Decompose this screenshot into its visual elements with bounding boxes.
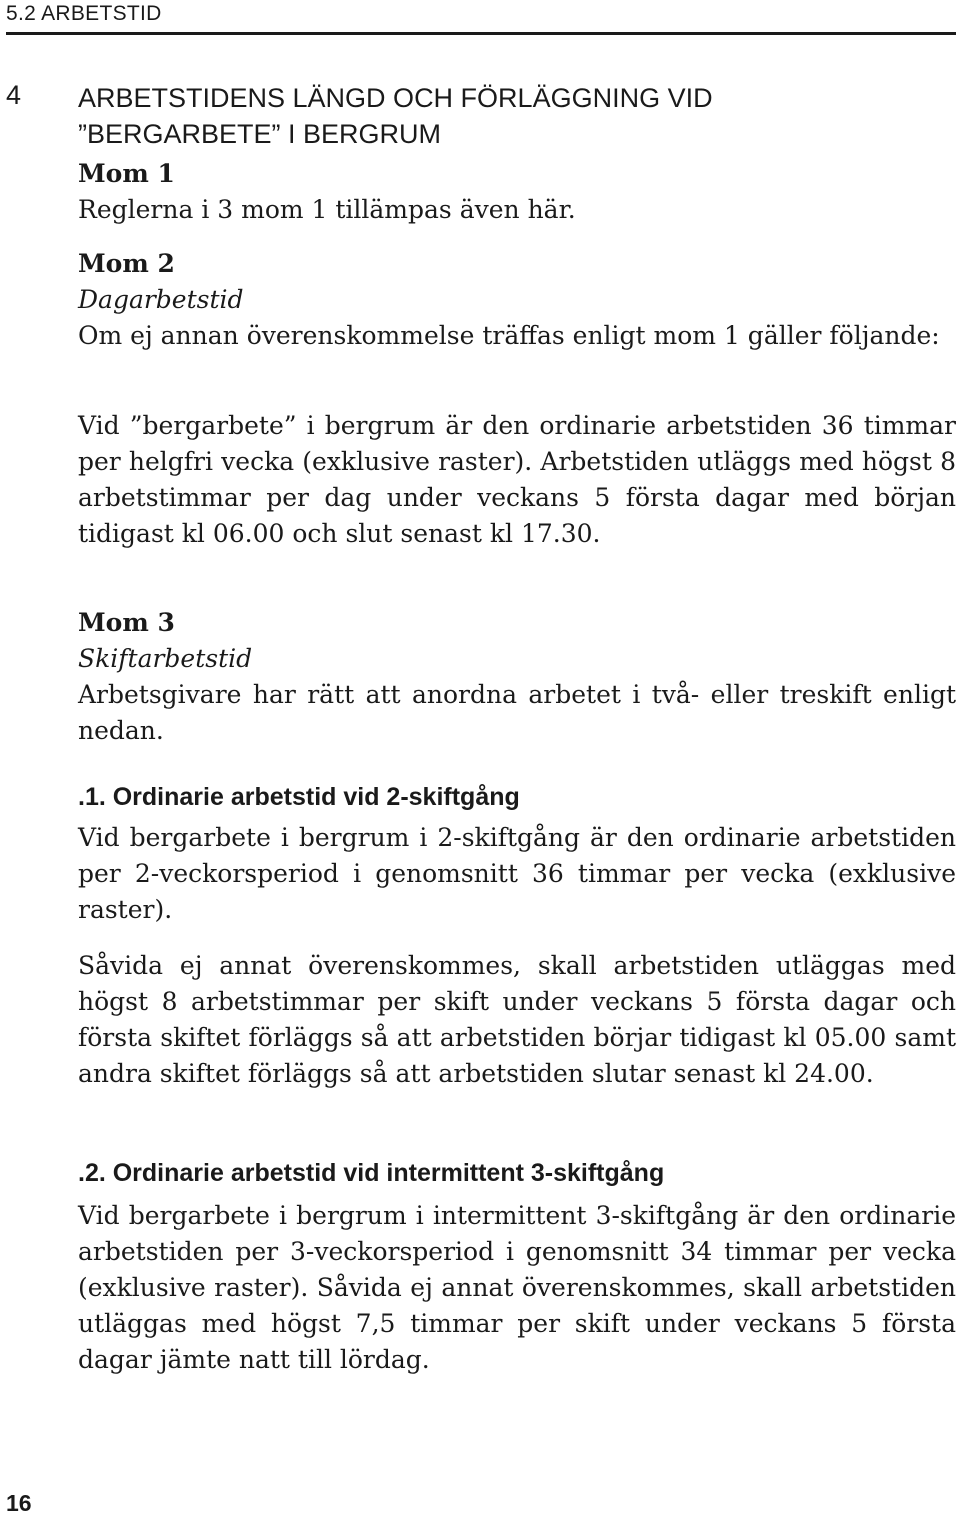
mom2-label: Mom 2	[78, 249, 175, 278]
mom2-intro: Om ej annan överenskommelse träffas enligt mom 1 gäller följande:	[78, 321, 940, 350]
section1-paragraph-1: Vid bergarbete i bergrum i 2-skiftgång är den ordinarie arbetstiden per 2-veckorsperiod i genomsnitt 36 timmar per vecka (exklusive raster).	[78, 823, 956, 924]
mom3-label: Mom 3	[78, 608, 175, 637]
header-rule	[6, 32, 956, 35]
chapter-title	[78, 80, 938, 152]
mom2-subtitle: Dagarbetstid	[78, 285, 244, 314]
mom3-subtitle: Skiftarbetstid	[78, 644, 253, 673]
chapter-title-line-1: ARBETSTIDENS LÄNGD OCH FÖRLÄGGNING VID	[78, 83, 713, 113]
mom3-intro: Arbetsgivare har rätt att anordna arbetet i två- eller treskift enligt nedan.	[78, 680, 956, 745]
section1-heading: .1. Ordinarie arbetstid vid 2-skiftgång	[78, 783, 520, 811]
mom1-label: Mom 1	[78, 159, 175, 188]
section1-paragraph-2: Såvida ej annat överenskommes, skall arbetstiden utläggas med högst 8 arbetstimmar per skift under veckans 5 första dagar och första skiftet förläggs så att arbetstiden börjar tidigast kl 05.00 samt andra skiftet förläggs så att arbetstiden slutar senast kl 24.00.	[78, 951, 956, 1088]
page-number: 16	[6, 1490, 32, 1516]
chapter-number: 4	[6, 80, 22, 110]
section2-heading: .2. Ordinarie arbetstid vid intermittent 3-skiftgång	[78, 1159, 665, 1187]
chapter-title-line-2: ”BERGARBETE” I BERGRUM	[78, 119, 442, 149]
mom1-text: Reglerna i 3 mom 1 tillämpas även här.	[78, 195, 576, 224]
mom2-body: Vid ”bergarbete” i bergrum är den ordinarie arbetstiden 36 timmar per helgfri vecka (exklusive raster). Arbetstiden utläggs med högst 8 arbetstimmar per dag under veckans 5 första dagar med början tidigast kl 06.00 och slut senast kl 17.30.	[78, 411, 956, 548]
running-header: 5.2 ARBETSTID	[6, 2, 162, 25]
section2-paragraph-1: Vid bergarbete i bergrum i intermittent 3-skiftgång är den ordinarie arbetstiden per 3-veckorsperiod i genomsnitt 34 timmar per vecka (exklusive raster). Såvida ej annat överenskommes, skall arbetstiden utläggas med högst 7,5 timmar per skift under veckans 5 första dagar jämte natt till lördag.	[78, 1201, 956, 1374]
